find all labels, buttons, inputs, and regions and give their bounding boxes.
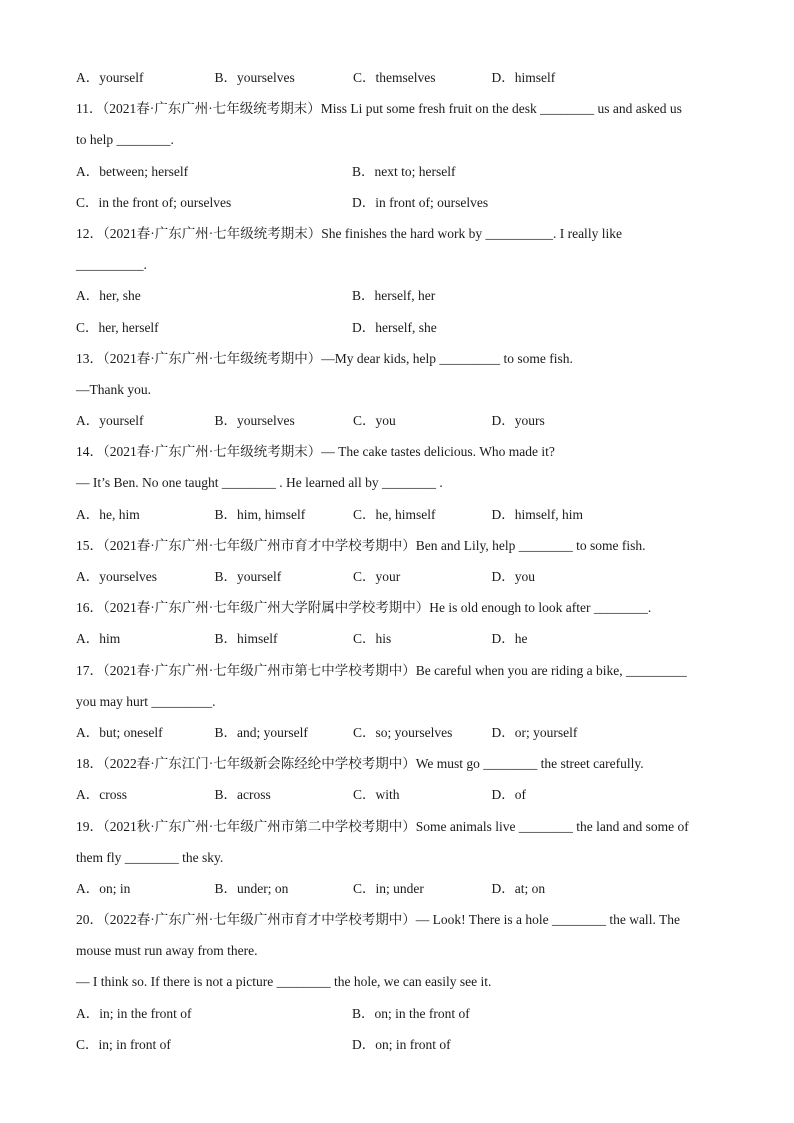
answer-option: C．his bbox=[353, 631, 392, 647]
answer-option: A．yourself bbox=[76, 70, 144, 85]
options-row bbox=[76, 280, 720, 311]
answer-option: B．and; yourself bbox=[214, 724, 308, 740]
options-row bbox=[76, 717, 720, 748]
answer-option: C．so; yourselves bbox=[353, 724, 453, 740]
answer-option: D．himself bbox=[491, 70, 556, 85]
answer-option: C．in; under bbox=[353, 880, 424, 896]
options-row bbox=[76, 62, 720, 93]
answer-option: A．her, she bbox=[76, 288, 141, 304]
options-row bbox=[76, 1029, 720, 1060]
options-row bbox=[76, 561, 720, 592]
question-line: you may hurt _________. bbox=[76, 693, 216, 709]
answer-option: D．in front of; ourselves bbox=[352, 194, 489, 210]
question-line: 15．（2021春·广东广州·七年级广州市育才中学校考期中）Ben and Lily, help ________ to some fish. bbox=[76, 537, 646, 553]
answer-option: B．across bbox=[214, 787, 271, 803]
question-line: to help ________. bbox=[76, 132, 174, 148]
options-row bbox=[76, 779, 720, 810]
options-row bbox=[76, 623, 720, 654]
question-line: —Thank you. bbox=[76, 381, 151, 397]
answer-option: C．themselves bbox=[353, 70, 436, 85]
answer-option: B．him, himself bbox=[214, 506, 306, 522]
answer-option: A．him bbox=[76, 631, 121, 647]
answer-option: D．or; yourself bbox=[491, 724, 578, 740]
question-line: 18．（2022春·广东江门·七年级新会陈经纶中学校考期中）We must go ________ the street carefully. bbox=[76, 756, 644, 772]
question-line: 20．（2022春·广东广州·七年级广州市育才中学校考期中）— Look! There is a hole ________ the wall. The bbox=[76, 912, 680, 928]
answer-option: B．herself, her bbox=[352, 288, 436, 304]
answer-option: D．of bbox=[491, 787, 526, 803]
answer-option: D．you bbox=[491, 569, 535, 584]
options-row bbox=[76, 187, 720, 218]
answer-option: B．under; on bbox=[214, 880, 289, 896]
answer-option: A．yourself bbox=[76, 413, 144, 429]
answer-option: B．himself bbox=[214, 631, 278, 647]
question-line: — I think so. If there is not a picture ________ the hole, we can easily see it. bbox=[76, 974, 492, 990]
answer-option: B．yourself bbox=[214, 569, 282, 584]
options-row bbox=[76, 405, 720, 436]
answer-option: C．he, himself bbox=[353, 506, 436, 522]
answer-option: C．in the front of; ourselves bbox=[76, 194, 232, 210]
answer-option: A．but; oneself bbox=[76, 724, 163, 740]
answer-option: A．cross bbox=[76, 787, 127, 803]
answer-option: B．yourselves bbox=[214, 413, 295, 429]
answer-option: A．between; herself bbox=[76, 163, 189, 179]
answer-option: D．at; on bbox=[491, 880, 546, 896]
answer-option: D．he bbox=[491, 631, 528, 647]
answer-option: B．yourselves bbox=[214, 70, 295, 85]
answer-option: A．in; in the front of bbox=[76, 1005, 192, 1021]
question-line: __________. bbox=[76, 257, 147, 273]
question-line: 11．（2021春·广东广州·七年级统考期末）Miss Li put some fresh fruit on the desk ________ us and asked us bbox=[76, 101, 682, 117]
answer-option: C．you bbox=[353, 413, 396, 429]
question-line: 17．（2021春·广东广州·七年级广州市第七中学校考期中）Be careful when you are riding a bike, _________ bbox=[76, 662, 687, 678]
question-line: 13．（2021春·广东广州·七年级统考期中）—My dear kids, help _________ to some fish. bbox=[76, 350, 573, 366]
answer-option: C．your bbox=[353, 569, 401, 584]
document-page bbox=[76, 62, 720, 1060]
answer-option: C．her, herself bbox=[76, 319, 159, 335]
answer-option: D．on; in front of bbox=[352, 1036, 451, 1052]
answer-option: D．himself, him bbox=[491, 506, 583, 522]
answer-option: B．on; in the front of bbox=[352, 1005, 470, 1021]
answer-option: B．next to; herself bbox=[352, 163, 456, 179]
answer-option: D．yours bbox=[491, 413, 545, 429]
question-line: — It’s Ben. No one taught ________ . He learned all by ________ . bbox=[76, 475, 443, 491]
options-row bbox=[76, 998, 720, 1029]
question-line: mouse must run away from there. bbox=[76, 943, 258, 959]
answer-option: C．with bbox=[353, 787, 400, 803]
options-row bbox=[76, 873, 720, 904]
answer-option: D．herself, she bbox=[352, 319, 437, 335]
options-row bbox=[76, 499, 720, 530]
question-line: 16．（2021春·广东广州·七年级广州大学附属中学校考期中）He is old enough to look after ________. bbox=[76, 600, 652, 616]
question-line: them fly ________ the sky. bbox=[76, 849, 224, 865]
answer-option: A．yourselves bbox=[76, 569, 157, 584]
question-line: 12．（2021春·广东广州·七年级统考期末）She finishes the hard work by __________. I really like bbox=[76, 225, 622, 241]
question-line: 14．（2021春·广东广州·七年级统考期末）— The cake tastes delicious. Who made it? bbox=[76, 444, 555, 460]
options-row bbox=[76, 312, 720, 343]
answer-option: A．on; in bbox=[76, 880, 131, 896]
question-line: 19．（2021秋·广东广州·七年级广州市第二中学校考期中）Some animals live ________ the land and some of bbox=[76, 818, 689, 834]
options-row bbox=[76, 156, 720, 187]
answer-option: A．he, him bbox=[76, 506, 140, 522]
answer-option: C．in; in front of bbox=[76, 1036, 171, 1052]
